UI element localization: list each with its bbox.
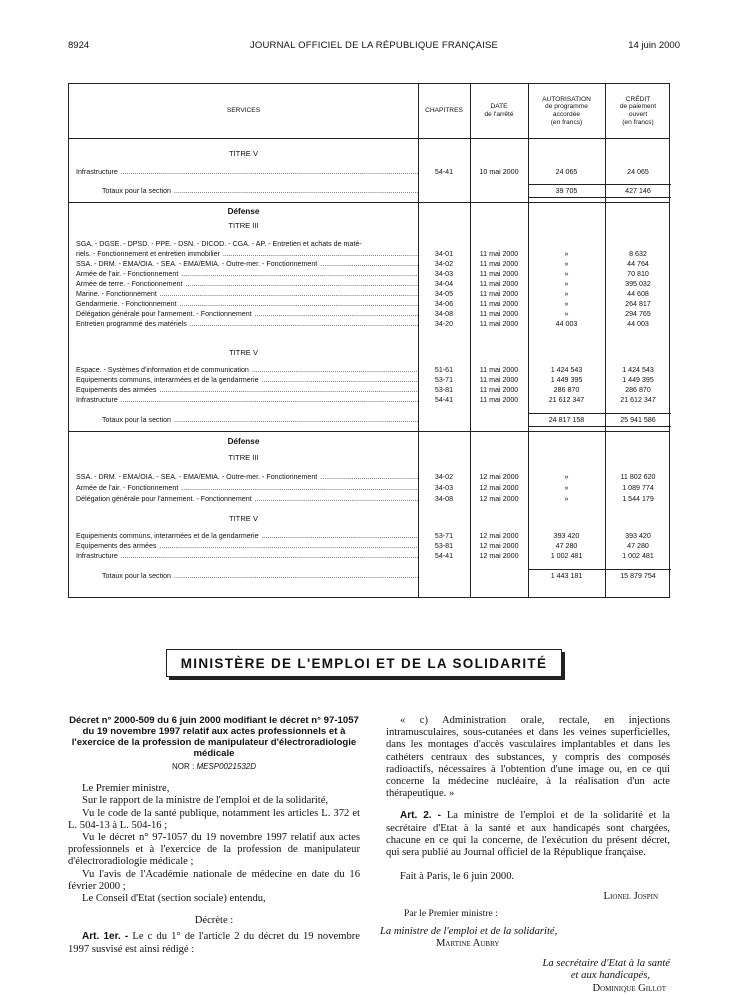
row-credit: 1 424 543	[622, 366, 654, 374]
row-autorisation: »	[564, 280, 569, 288]
section-divider	[69, 431, 669, 432]
row-date: 11 mai 2000	[479, 396, 519, 404]
titre-heading: TITRE III	[228, 221, 259, 230]
row-chapitre: 34-02	[434, 260, 454, 268]
row-service	[76, 309, 418, 319]
row-credit: 1 449 395	[622, 376, 654, 384]
row-credit: 286 870	[625, 386, 651, 394]
secretary-title-2: et aux handicapés,	[570, 970, 650, 982]
row-service	[76, 289, 418, 299]
total-autorisation: 24 817 158	[548, 416, 585, 424]
decree-column-right	[380, 715, 670, 995]
column-divider	[418, 84, 419, 597]
row-date: 11 mai 2000	[479, 250, 519, 258]
total-rule	[528, 569, 671, 570]
row-credit: 1 089 774	[622, 484, 654, 492]
row-service	[76, 472, 418, 482]
section-heading: Défense	[227, 437, 260, 446]
row-service	[76, 531, 418, 541]
row-autorisation: »	[564, 300, 569, 308]
total-rule	[528, 426, 671, 427]
row-credit: 1 002 481	[622, 552, 654, 560]
row-autorisation: 1 424 543	[550, 366, 583, 374]
row-date: 11 mai 2000	[479, 270, 519, 278]
row-credit: 1 544 179	[622, 495, 654, 503]
service-label: Délégation générale pour l'armement. - Fonctionnement	[76, 495, 252, 503]
row-service: SGA. - DGSE. - DPSD. - PPE. - DSN. - DICOD. - CGA. - AP. - Entretien et achats de maté-	[76, 240, 362, 248]
decree-title: Décret n° 2000-509 du 6 juin 2000 modifiant le décret n° 97-1057 du 19 novembre 1997 relatif aux actes professionnels et à l'exercice de la profession de manipulateur d'électroradiologie médicale	[69, 715, 359, 759]
secretary-title: La secrétaire d'Etat à la santé	[542, 958, 670, 970]
decree-paragraph: Vu l'avis de l'Académie nationale de médecine en date du 16 février 2000 ;	[68, 868, 360, 892]
row-chapitre: 54-41	[434, 396, 454, 404]
total-credit: 25 941 586	[620, 416, 656, 424]
service-label: SSA. - DRM. - EMA/OIA. - SEA. - EMA/EMIA. - Outre-mer. - Fonctionnement	[76, 473, 318, 481]
total-autorisation: 1 443 181	[550, 572, 583, 580]
row-autorisation: 47 280	[555, 542, 578, 550]
row-chapitre: 34-03	[434, 270, 454, 278]
total-label-text: Totaux pour la section	[102, 187, 172, 195]
row-chapitre: 34-20	[434, 320, 454, 328]
decree-paragraph: Le Conseil d'Etat (section sociale) entendu,	[82, 893, 266, 905]
signature-place-date: Fait à Paris, le 6 juin 2000.	[400, 871, 515, 883]
row-credit: 47 280	[627, 542, 649, 550]
total-label-text: Totaux pour la section	[102, 416, 172, 424]
row-date: 12 mai 2000	[479, 552, 519, 560]
service-label: Armée de l'air. - Fonctionnement	[76, 484, 179, 492]
service-label: Gendarmerie. - Fonctionnement	[76, 300, 177, 308]
row-autorisation: »	[564, 473, 569, 481]
row-chapitre: 34-01	[434, 250, 454, 258]
issue-date: 14 juin 2000	[628, 40, 680, 51]
row-autorisation: »	[564, 260, 569, 268]
row-date: 11 mai 2000	[479, 290, 519, 298]
col-header-services: SERVICES	[226, 107, 261, 115]
row-chapitre: 54-41	[434, 552, 454, 560]
row-date: 11 mai 2000	[479, 386, 519, 394]
row-chapitre: 54-41	[434, 168, 454, 176]
col-header-autorisation: AUTORISATION de programme accordée (en francs)	[542, 95, 591, 126]
row-chapitre: 53-81	[434, 386, 454, 394]
row-service	[76, 259, 418, 269]
row-credit: 11 802 620	[620, 473, 656, 481]
row-credit: 395 032	[625, 280, 651, 288]
row-service	[76, 494, 418, 504]
total-credit: 15 879 754	[620, 572, 656, 580]
row-service	[76, 279, 418, 289]
decree-column-left	[68, 715, 360, 956]
row-chapitre: 34-03	[434, 484, 454, 492]
section-heading: Défense	[227, 207, 260, 216]
row-service	[76, 269, 418, 279]
service-label: Armée de terre. - Fonctionnement	[76, 280, 183, 288]
row-chapitre: 34-06	[434, 300, 454, 308]
row-credit: 393 420	[625, 532, 651, 540]
row-service	[76, 319, 418, 329]
col-header-chapitres: CHAPITRES	[425, 107, 463, 115]
section-divider	[69, 202, 669, 203]
row-date: 12 mai 2000	[479, 532, 519, 540]
row-chapitre: 53-71	[434, 532, 454, 540]
row-chapitre: 53-81	[434, 542, 454, 550]
row-service	[76, 551, 418, 561]
row-credit: 21 612 347	[620, 396, 656, 404]
total-label	[102, 186, 418, 196]
article-1: Art. 1er. - Le c du 1° de l'article 2 du décret du 19 novembre 1997 susvisé est ainsi rédigé :	[68, 931, 360, 955]
titre-heading: TITRE V	[228, 348, 259, 357]
article-1-quote: « c) Administration orale, rectale, en injections intramusculaires, sous-cutanées et dans les veines superficielles, dans les montages d'accès vasculaires implantables et dans les cathéters centraux des substances, y compris des composés radioactifs, nécessaires à l'obtention d'une image ou, en ce qui concerne la médecine nucléaire, à la réalisation d'un acte thérapeutique. »	[386, 715, 670, 800]
titre-heading: TITRE III	[228, 453, 259, 462]
page-number: 8924	[68, 40, 90, 51]
row-chapitre: 51-61	[434, 366, 454, 374]
service-label: Infrastructure	[76, 168, 118, 176]
total-rule	[528, 413, 671, 414]
par-premier-ministre: Par le Premier ministre :	[404, 907, 498, 919]
service-label: SSA. - DRM. - EMA/OIA. - SEA. - EMA/EMIA. - Outre-mer. - Fonctionnement	[76, 260, 318, 268]
row-chapitre: 53-71	[434, 376, 454, 384]
credits-table	[68, 83, 670, 598]
row-autorisation: 21 612 347	[548, 396, 585, 404]
row-credit: 44 003	[627, 320, 649, 328]
service-label: Infrastructure	[76, 396, 118, 404]
row-credit: 8 632	[629, 250, 647, 258]
row-autorisation: 1 449 395	[550, 376, 583, 384]
row-date: 11 mai 2000	[479, 376, 519, 384]
row-date: 11 mai 2000	[479, 280, 519, 288]
row-date: 12 mai 2000	[479, 484, 519, 492]
service-label: Délégation générale pour l'armement. - Fonctionnement	[76, 310, 252, 318]
col-header-date: DATE de l'arrêté	[484, 103, 514, 118]
row-credit: 24 065	[627, 168, 649, 176]
row-chapitre: 34-04	[434, 280, 454, 288]
total-label	[102, 415, 418, 425]
total-rule	[528, 197, 671, 198]
row-service	[76, 299, 418, 309]
row-service	[76, 375, 418, 385]
nor-reference: NOR : MESP0021532D	[171, 762, 257, 771]
service-label: Espace. - Systèmes d'information et de communication	[76, 366, 249, 374]
row-date: 11 mai 2000	[479, 310, 519, 318]
decree-paragraph: Vu le code de la santé publique, notamment les articles L. 372 et L. 504-13 à L. 504-16 ;	[68, 807, 360, 831]
row-date: 11 mai 2000	[479, 366, 519, 374]
row-autorisation: »	[564, 484, 569, 492]
column-divider	[605, 84, 606, 597]
row-credit: 70 810	[627, 270, 649, 278]
row-autorisation: »	[564, 310, 569, 318]
secretary-name: Dominique Gillot	[592, 982, 666, 994]
row-chapitre: 34-02	[434, 473, 454, 481]
service-label: riels. - Fonctionnement et entretien immobilier	[76, 250, 220, 258]
row-credit: 294 765	[625, 310, 651, 318]
service-label: Equipements communs, interarmées et de la gendarmerie	[76, 376, 259, 384]
row-service	[76, 541, 418, 551]
decree-paragraph: Sur le rapport de la ministre de l'emploi et de la solidarité,	[82, 795, 329, 807]
row-autorisation: 286 870	[553, 386, 580, 394]
column-divider	[470, 84, 471, 597]
row-date: 12 mai 2000	[479, 495, 519, 503]
row-autorisation: »	[564, 250, 569, 258]
ministry-heading: MINISTÈRE DE L'EMPLOI ET DE LA SOLIDARITÉ	[166, 649, 562, 677]
row-autorisation: 24 065	[555, 168, 578, 176]
row-date: 10 mai 2000	[479, 168, 519, 176]
row-credit: 264 817	[625, 300, 651, 308]
service-label: Entretien programmé des matériels	[76, 320, 187, 328]
total-label	[102, 571, 418, 581]
service-label: Equipements des armées	[76, 542, 157, 550]
service-label: Armée de l'air. - Fonctionnement	[76, 270, 179, 278]
row-service	[76, 395, 418, 405]
article-2: Art. 2. - La ministre de l'emploi et de la solidarité et la secrétaire d'Etat à la santé et aux handicapés sont chargées, chacune en ce qui la concerne, de l'exécution du présent décret, qui sera publié au Journal officiel de la République française.	[386, 810, 670, 859]
decree-paragraph: Le Premier ministre,	[82, 783, 170, 795]
row-autorisation: 393 420	[553, 532, 580, 540]
minister-name: Martine Aubry	[436, 938, 500, 950]
row-autorisation: »	[564, 495, 569, 503]
row-autorisation: »	[564, 290, 569, 298]
row-autorisation: 44 003	[555, 320, 578, 328]
total-autorisation: 39 705	[555, 187, 578, 195]
row-autorisation: 1 002 481	[550, 552, 583, 560]
row-date: 11 mai 2000	[479, 300, 519, 308]
row-date: 12 mai 2000	[479, 473, 519, 481]
total-credit: 427 146	[625, 187, 651, 195]
service-label: Infrastructure	[76, 552, 118, 560]
header-divider	[69, 138, 669, 139]
row-credit: 44 608	[627, 290, 649, 298]
column-divider	[528, 84, 529, 597]
row-service	[76, 483, 418, 493]
row-chapitre: 34-05	[434, 290, 454, 298]
total-label-text: Totaux pour la section	[102, 572, 172, 580]
titre-heading: TITRE V	[228, 149, 259, 158]
decrete-heading: Décrète :	[194, 915, 234, 927]
signer-prime-minister: Lionel Jospin	[603, 891, 658, 903]
decree-paragraph: Vu le décret n° 97-1057 du 19 novembre 1997 relatif aux actes professionnels et à l'exercice de la profession de manipulateur d'électroradiologie médicale ;	[68, 832, 360, 868]
row-service	[76, 365, 418, 375]
total-rule	[528, 184, 671, 185]
row-chapitre: 34-08	[434, 310, 454, 318]
service-label: Equipements des armées	[76, 386, 157, 394]
row-chapitre: 34-08	[434, 495, 454, 503]
row-service	[76, 385, 418, 395]
row-date: 11 mai 2000	[479, 260, 519, 268]
minister-title: La ministre de l'emploi et de la solidarité,	[380, 925, 558, 937]
row-date: 11 mai 2000	[479, 320, 519, 328]
col-header-credit: CRÉDIT de paiement ouvert (en francs)	[619, 95, 657, 126]
journal-title: JOURNAL OFFICIEL DE LA RÉPUBLIQUE FRANÇAISE	[249, 40, 499, 51]
row-autorisation: »	[564, 270, 569, 278]
service-label: Marine. - Fonctionnement	[76, 290, 157, 298]
row-credit: 44 764	[627, 260, 649, 268]
row-date: 12 mai 2000	[479, 542, 519, 550]
titre-heading: TITRE V	[228, 514, 259, 523]
service-label: Equipements communs, interarmées et de la gendarmerie	[76, 532, 259, 540]
row-service	[76, 167, 418, 177]
row-service	[76, 249, 418, 259]
